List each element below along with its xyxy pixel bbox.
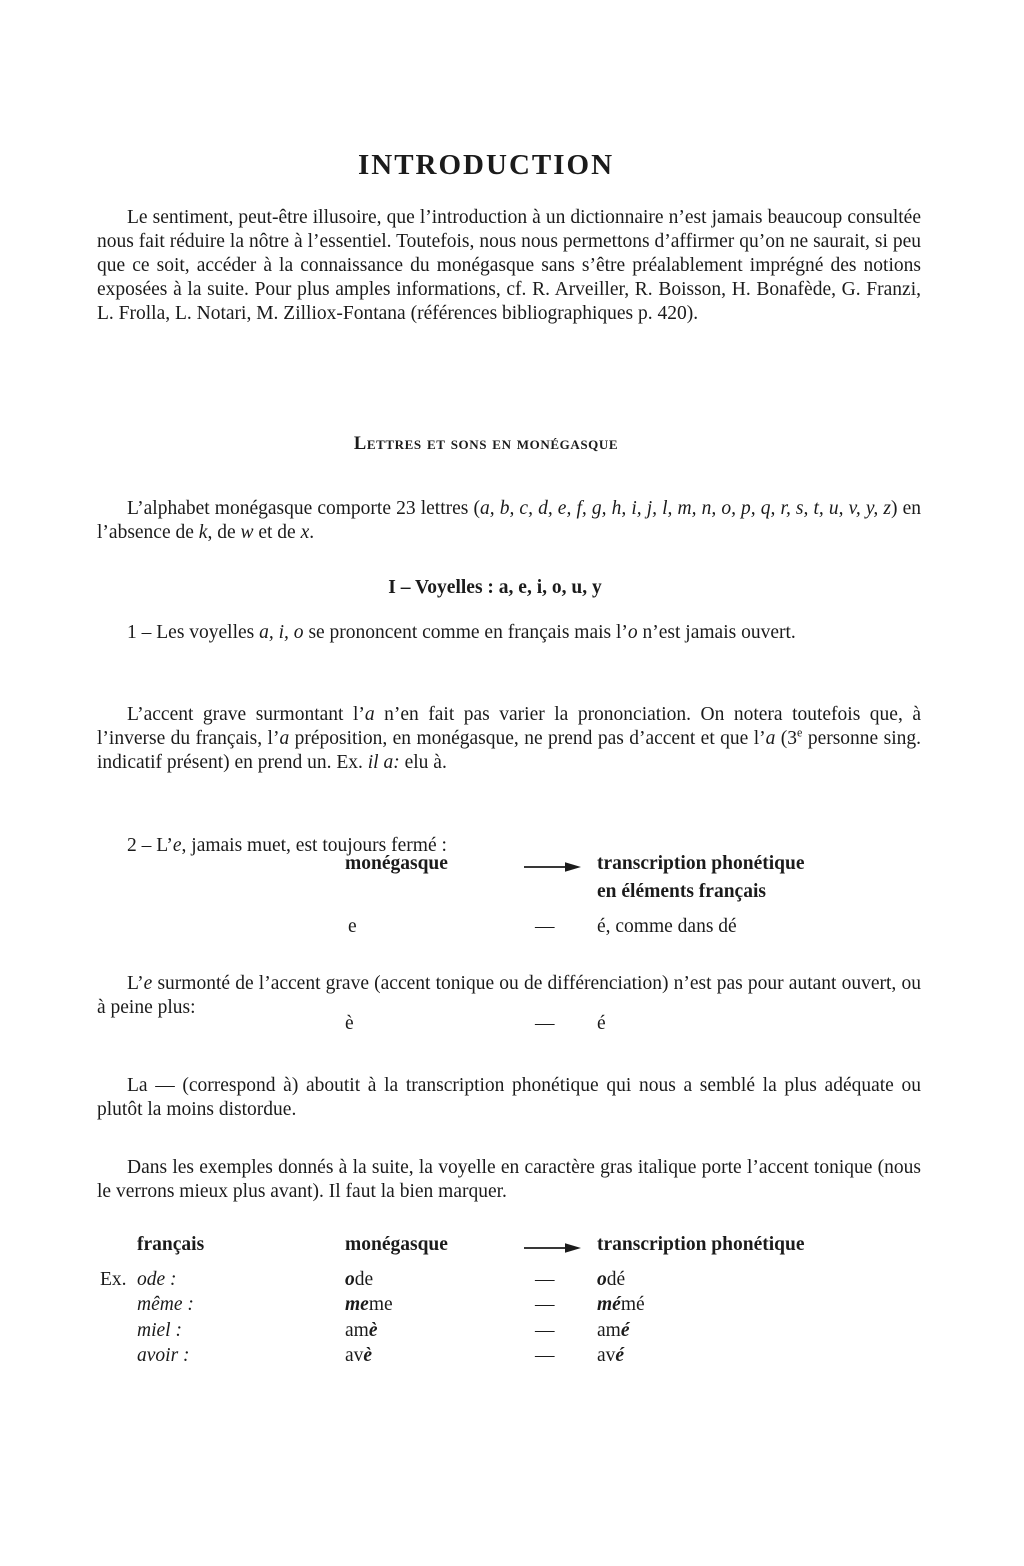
- table1-header-transcription-line2: en éléments français: [597, 881, 766, 902]
- row-egrave-dash: —: [535, 1013, 555, 1034]
- phonetic-table-1: [97, 852, 921, 944]
- table2-row-dash: —: [535, 1294, 555, 1315]
- table2-row-dash: —: [535, 1345, 555, 1366]
- intro-paragraph: Le sentiment, peut-être illusoire, que l’introduction à un dictionnaire n’est jamais beaucoup consultée nous fait réduire la nôtre à l’essentiel. Toutefois, nous nous permettons d’affirmer qu’on ne saurait, si peu que ce soit, accéder à la connaissance du monégasque sans s’être préalablement imprégné des notions exposées à la suite. Pour plus amples informations, cf. R. Arveiller, R. Boisson, H. Bonafède, G. Franzi, L. Frolla, L. Notari, M. Zilliox-Fontana (références bibliographiques p. 420).: [97, 206, 921, 324]
- table2-row-monegasque: meme: [345, 1294, 393, 1315]
- table2-header-monegasque: monégasque: [345, 1234, 448, 1255]
- table2-header-francais: français: [137, 1234, 205, 1255]
- table2-row-francais: ode :: [137, 1269, 177, 1290]
- table1-dash: —: [535, 916, 555, 937]
- paragraph-e-grave: L’e surmonté de l’accent grave (accent tonique ou de différenciation) n’est pas pour autant ouvert, ou à peine plus:: [97, 972, 921, 1018]
- table2-row-francais: miel :: [137, 1320, 182, 1341]
- table2-ex-label: Ex.: [100, 1269, 127, 1290]
- table2-header-transcription: transcription phonétique: [597, 1234, 805, 1255]
- row-egrave-monegasque: è: [345, 1013, 354, 1034]
- paragraph-accent-grave: L’accent grave surmontant l’a n’en fait pas varier la prononciation. On notera toutefois que, à l’inverse du français, l’a préposition, en monégasque, ne prend pas d’accent et que l’a (3e personne sing. indicatif présent) en prend un. Ex. il a: elu à.: [97, 703, 921, 773]
- subheading-voyelles: I – Voyelles : a, e, i, o, u, y: [388, 576, 602, 598]
- alphabet-paragraph: L’alphabet monégasque comporte 23 lettres (a, b, c, d, e, f, g, h, i, j, l, m, n, o, p, q, r, s, t, u, v, y, z) en l’absence de k, de w et de x.: [97, 497, 922, 543]
- table2-row-transcription: odé: [597, 1269, 626, 1290]
- paragraph-voyelles-1: 1 – Les voyelles a, i, o se prononcent comme en français mais l’o n’est jamais ouvert.: [127, 621, 796, 643]
- table2-row-transcription: avé: [597, 1345, 625, 1366]
- section-heading-lettres: Lettres et sons en monégasque: [353, 434, 619, 455]
- table2-row-transcription: mémé: [597, 1294, 645, 1315]
- examples-table: [97, 1233, 921, 1378]
- table2-row-monegasque: avè: [345, 1345, 373, 1366]
- page-title: INTRODUCTION: [357, 149, 615, 182]
- arrow-right-icon: [523, 1238, 581, 1262]
- table1-cell-monegasque-e: e: [348, 916, 357, 937]
- table2-row-francais: même :: [137, 1294, 194, 1315]
- paragraph-exemples: Dans les exemples donnés à la suite, la voyelle en caractère gras italique porte l’accent tonique (nous le verrons mieux plus avant). Il faut la bien marquer.: [97, 1156, 921, 1202]
- table2-row-monegasque: amè: [345, 1320, 378, 1341]
- table1-header-transcription-line1: transcription phonétique: [597, 853, 805, 874]
- table2-row-dash: —: [535, 1269, 555, 1290]
- table1-header-transcription: [597, 850, 804, 906]
- paragraph-correspond: La — (correspond à) aboutit à la transcription phonétique qui nous a semblé la plus adéquate ou plutôt la moins distordue.: [97, 1074, 921, 1120]
- arrow-right-icon: [523, 857, 581, 881]
- table1-cell-transcription-e: é, comme dans dé: [597, 916, 737, 937]
- table2-row-monegasque: ode: [345, 1269, 374, 1290]
- row-egrave-transcription: é: [597, 1013, 606, 1034]
- phonetic-row-e-grave: [97, 1012, 921, 1038]
- table2-row-dash: —: [535, 1320, 555, 1341]
- table2-row-transcription: amé: [597, 1320, 630, 1341]
- table1-header-monegasque: monégasque: [345, 853, 448, 874]
- table2-row-francais: avoir :: [137, 1345, 190, 1366]
- paragraph-e-ferme: 2 – L’e, jamais muet, est toujours fermé :: [127, 834, 447, 856]
